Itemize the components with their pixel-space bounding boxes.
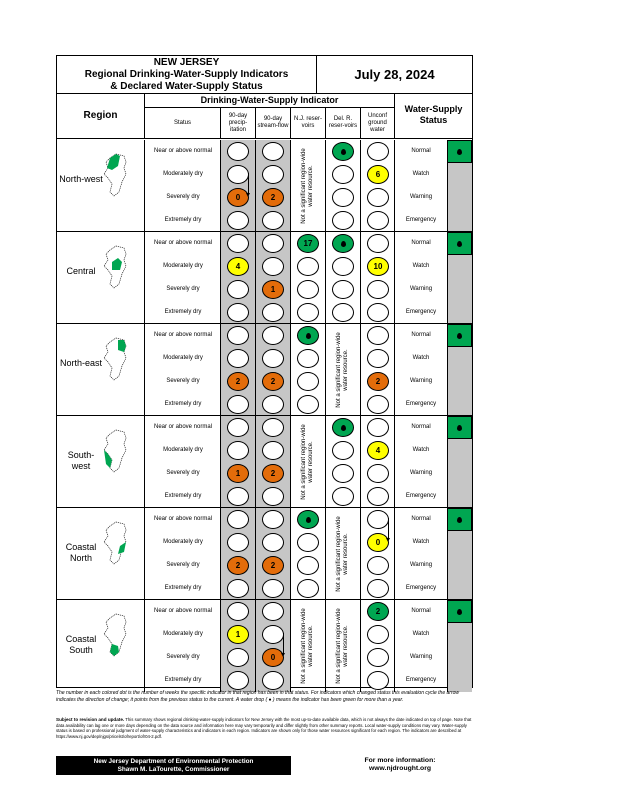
- water-supply-header: Water-Supply Status: [395, 94, 472, 139]
- region-map-icon: [102, 428, 132, 476]
- indicator-weeks: 0: [262, 648, 284, 667]
- indicator-dot: [297, 349, 319, 368]
- region-header: Region: [57, 94, 145, 139]
- water-drop-icon: [341, 425, 346, 431]
- status-label: Severely dry: [166, 654, 200, 660]
- indicator-dot: [332, 188, 354, 207]
- water-supply-status-marker: [447, 600, 472, 623]
- indicator-dot: [367, 326, 389, 345]
- indicator-dot: [297, 556, 319, 575]
- reservoirs-header: N.J. reser-voirs: [291, 108, 326, 139]
- water-drop-icon: [457, 425, 462, 431]
- precip-column: [221, 232, 256, 323]
- status-label: Extremely dry: [164, 677, 202, 683]
- reservoirs-column: [291, 140, 326, 231]
- indicator-dot: [227, 441, 249, 460]
- indicator-dot: [227, 234, 249, 253]
- indicator-dot: [227, 533, 249, 552]
- water-supply-level: Normal: [411, 332, 431, 338]
- precip-column: [221, 140, 256, 231]
- groundwater-column: [361, 232, 395, 323]
- more-info: [350, 757, 450, 773]
- water-supply-level: Emergency: [405, 217, 437, 223]
- indicator-dot: [297, 303, 319, 322]
- status-label: Near or above normal: [153, 608, 213, 614]
- indicator-dot: [227, 395, 249, 414]
- precip-column: [221, 324, 256, 415]
- indicator-dot: [367, 188, 389, 207]
- water-supply-level: Warning: [409, 286, 433, 292]
- indicator-dot: [332, 165, 354, 184]
- indicator-dot: [367, 671, 389, 690]
- indicator-dot: [332, 211, 354, 230]
- change-arrow-icon: [283, 633, 284, 654]
- region-name: Coastal South: [65, 634, 97, 655]
- more-info-link[interactable]: www.njdrought.org: [368, 765, 432, 772]
- water-drop-icon: [457, 609, 462, 615]
- indicator-weeks: 2: [367, 372, 389, 391]
- streamflow-column: [256, 600, 291, 692]
- indicator-table: [56, 55, 473, 688]
- indicator-dot: [367, 510, 389, 529]
- reservoirs-column: [291, 324, 326, 415]
- indicator-dot: [262, 602, 284, 621]
- precip-column: [221, 508, 256, 599]
- status-column: [145, 416, 221, 507]
- indicator-weeks: 2: [262, 188, 284, 207]
- report-title: [57, 56, 317, 94]
- indicator-dot: [262, 510, 284, 529]
- indicator-dot: [262, 211, 284, 230]
- groundwater-column: [361, 508, 395, 599]
- indicator-dot: [227, 671, 249, 690]
- indicator-dot: [332, 418, 354, 437]
- precip-column: [221, 416, 256, 507]
- indicator-dot: [227, 165, 249, 184]
- water-supply-column: [395, 324, 472, 415]
- streamflow-column: [256, 324, 291, 415]
- indicator-dot: [262, 579, 284, 598]
- water-supply-level: Watch: [412, 355, 430, 361]
- water-supply-status-marker: [447, 416, 472, 439]
- reservoirs-column: [291, 508, 326, 599]
- indicator-dot: [367, 395, 389, 414]
- status-column: [145, 508, 221, 599]
- indicator-dot: [227, 418, 249, 437]
- indicator-dot: [367, 487, 389, 506]
- water-drop-icon: [457, 241, 462, 247]
- agency-name: New Jersey Department of Environmental Protection: [93, 758, 254, 765]
- report-date: July 28, 2024: [317, 56, 472, 94]
- indicator-dot: [297, 280, 319, 299]
- region-map-icon: [102, 152, 132, 200]
- water-supply-level: Normal: [411, 240, 431, 246]
- groundwater-column: [361, 416, 395, 507]
- indicator-dot: [367, 280, 389, 299]
- indicator-weeks: 17: [297, 234, 319, 253]
- status-label: Near or above normal: [153, 148, 213, 154]
- water-supply-level: Watch: [412, 539, 430, 545]
- change-arrow-icon: [388, 518, 389, 539]
- indicator-weeks: 2: [227, 556, 249, 575]
- indicator-dot: [227, 602, 249, 621]
- indicator-dot: [297, 579, 319, 598]
- indicator-weeks: 6: [367, 165, 389, 184]
- del_reservoirs-column: [326, 232, 361, 323]
- indicator-weeks: 1: [262, 280, 284, 299]
- title-state: NEW JERSEY: [153, 57, 220, 68]
- water-drop-icon: [341, 241, 346, 247]
- region-cell: [57, 600, 145, 692]
- indicator-dot: [297, 372, 319, 391]
- change-arrow-icon: [248, 173, 249, 194]
- water-supply-column: [395, 508, 472, 599]
- not-significant-note: Not a significant region-wide water resource.: [301, 608, 314, 684]
- indicator-dot: [367, 349, 389, 368]
- status-label: Moderately dry: [163, 355, 203, 361]
- status-column: [145, 600, 221, 692]
- status-column: [145, 140, 221, 231]
- indicator-dot: [227, 349, 249, 368]
- indicator-dot: [367, 418, 389, 437]
- region-map-icon: [102, 244, 132, 292]
- groundwater-header: Unconf ground water: [361, 108, 395, 139]
- region-cell: [57, 232, 145, 323]
- indicator-dot: [367, 211, 389, 230]
- streamflow-column: [256, 232, 291, 323]
- water-supply-level: Emergency: [405, 493, 437, 499]
- indicator-dot: [262, 142, 284, 161]
- indicator-dot: [262, 533, 284, 552]
- indicator-dot: [297, 510, 319, 529]
- disclaimer-bold: Subject to revision and update.: [56, 717, 125, 722]
- indicator-dot: [332, 234, 354, 253]
- water-drop-icon: [341, 149, 346, 155]
- water-supply-level: Watch: [412, 631, 430, 637]
- status-header: Status: [145, 108, 221, 139]
- region-name: Coastal North: [65, 542, 97, 563]
- indicator-dot: [262, 395, 284, 414]
- indicator-weeks: 2: [262, 372, 284, 391]
- indicator-dot: [297, 395, 319, 414]
- water-supply-column: [395, 600, 472, 692]
- water-supply-level: Emergency: [405, 401, 437, 407]
- indicator-dot: [227, 280, 249, 299]
- indicator-dot: [297, 257, 319, 276]
- del_reservoirs-column: [326, 600, 361, 692]
- indicator-dot: [262, 625, 284, 644]
- status-column: [145, 324, 221, 415]
- indicator-dot: [367, 464, 389, 483]
- indicator-dot: [262, 326, 284, 345]
- groundwater-column: [361, 140, 395, 231]
- indicator-dot: [332, 257, 354, 276]
- water-supply-column: [395, 416, 472, 507]
- indicator-dot: [332, 441, 354, 460]
- status-label: Severely dry: [166, 470, 200, 476]
- indicator-dot: [367, 625, 389, 644]
- del_reservoirs-column: [326, 324, 361, 415]
- status-label: Extremely dry: [164, 585, 202, 591]
- indicator-dot: [332, 487, 354, 506]
- more-info-label: For more information:: [364, 757, 436, 764]
- status-label: Near or above normal: [153, 424, 213, 430]
- water-supply-level: Watch: [412, 171, 430, 177]
- indicator-dot: [262, 257, 284, 276]
- groundwater-column: [361, 600, 395, 692]
- region-name: North-east: [59, 358, 103, 368]
- del-reservoirs-header: Del. R. reser-voirs: [326, 108, 361, 139]
- region-name: Central: [66, 266, 96, 276]
- water-drop-icon: [306, 333, 311, 339]
- water-supply-status-marker: [447, 232, 472, 255]
- water-drop-icon: [457, 333, 462, 339]
- region-cell: [57, 324, 145, 415]
- water-supply-status-marker: [447, 140, 472, 163]
- not-significant-note: Not a significant region-wide water resource.: [336, 515, 349, 592]
- indicator-dot: [262, 234, 284, 253]
- water-supply-level: Normal: [411, 608, 431, 614]
- status-label: Moderately dry: [163, 631, 203, 637]
- status-label: Near or above normal: [153, 516, 213, 522]
- status-label: Extremely dry: [164, 217, 202, 223]
- indicator-dot: [227, 303, 249, 322]
- del_reservoirs-column: [326, 140, 361, 231]
- indicator-dot: [367, 142, 389, 161]
- status-label: Moderately dry: [163, 263, 203, 269]
- status-label: Near or above normal: [153, 332, 213, 338]
- indicator-dot: [262, 303, 284, 322]
- status-label: Extremely dry: [164, 493, 202, 499]
- title-line-2: Regional Drinking-Water-Supply Indicators: [84, 69, 289, 80]
- region-map-icon: [102, 336, 132, 384]
- indicator-dot: [227, 510, 249, 529]
- water-supply-status-marker: [447, 508, 472, 531]
- indicator-weeks: 1: [227, 625, 249, 644]
- status-label: Severely dry: [166, 562, 200, 568]
- indicator-weeks: 2: [227, 372, 249, 391]
- indicator-dot: [262, 349, 284, 368]
- title-line-3: & Declared Water-Supply Status: [110, 81, 263, 92]
- water-supply-level: Warning: [409, 562, 433, 568]
- region-row: [57, 232, 472, 324]
- indicator-weeks: 1: [227, 464, 249, 483]
- water-supply-status-marker: [447, 324, 472, 347]
- indicator-dot: [262, 165, 284, 184]
- disclaimer: [56, 717, 476, 739]
- precip-header: 90-day precip-itation: [221, 108, 256, 139]
- region-name: North-west: [59, 174, 103, 184]
- status-label: Moderately dry: [163, 539, 203, 545]
- streamflow-column: [256, 140, 291, 231]
- indicator-weeks: 10: [367, 257, 389, 276]
- not-significant-note: Not a significant region-wide water resource.: [301, 423, 314, 500]
- region-map-icon: [102, 520, 132, 568]
- indicator-dot: [262, 441, 284, 460]
- region-row: [57, 416, 472, 508]
- region-cell: [57, 140, 145, 231]
- status-label: Severely dry: [166, 286, 200, 292]
- streamflow-column: [256, 508, 291, 599]
- indicator-weeks: 4: [367, 441, 389, 460]
- indicator-dot: [367, 234, 389, 253]
- reservoirs-column: [291, 416, 326, 507]
- status-column: [145, 232, 221, 323]
- region-row: [57, 324, 472, 416]
- indicator-dot: [367, 556, 389, 575]
- status-label: Moderately dry: [163, 171, 203, 177]
- streamflow-header: 90-day stream-flow: [256, 108, 291, 139]
- water-supply-level: Normal: [411, 516, 431, 522]
- status-label: Severely dry: [166, 194, 200, 200]
- streamflow-column: [256, 416, 291, 507]
- indicator-dot: [227, 326, 249, 345]
- indicator-weeks: 2: [367, 602, 389, 621]
- disclaimer-text: This summary shows regional drinking-water-supply indicators for New Jersey with the most up-to-date available data, which is not always the date indicated on top of page. Note that data availability can lag one or more days depending on the data source and information here may vary temporarily and differ slightly from other summary reports. Local water-supply conditions may vary. Water-supply status is based on professional judgment of water-supply characteristics and indicators in each region. Indicators are shown only for those water resources significant for each region. The indicators are described at https://www.nj.gov/dep/njgs/pricelst/ofreport/ofr04-2.pdf.: [56, 717, 472, 739]
- indicator-dot: [297, 533, 319, 552]
- water-supply-level: Normal: [411, 424, 431, 430]
- indicator-dot: [367, 579, 389, 598]
- water-supply-level: Emergency: [405, 677, 437, 683]
- water-drop-icon: [457, 149, 462, 155]
- water-supply-level: Emergency: [405, 585, 437, 591]
- indicator-dot: [227, 579, 249, 598]
- agency-banner: [56, 756, 291, 775]
- dwi-header: Drinking-Water-Supply Indicator: [145, 94, 395, 108]
- water-supply-level: Warning: [409, 654, 433, 660]
- indicator-weeks: 0: [227, 188, 249, 207]
- indicator-dot: [227, 142, 249, 161]
- indicator-dot: [227, 211, 249, 230]
- water-supply-level: Warning: [409, 470, 433, 476]
- groundwater-column: [361, 324, 395, 415]
- region-row: [57, 600, 472, 692]
- indicator-weeks: 4: [227, 257, 249, 276]
- water-supply-level: Normal: [411, 148, 431, 154]
- indicator-weeks: 2: [262, 556, 284, 575]
- water-supply-level: Emergency: [405, 309, 437, 315]
- indicator-dot: [262, 671, 284, 690]
- agency-commissioner: Shawn M. LaTourette, Commissioner: [117, 766, 230, 773]
- water-supply-level: Warning: [409, 378, 433, 384]
- water-supply-level: Watch: [412, 263, 430, 269]
- water-supply-level: Warning: [409, 194, 433, 200]
- indicator-weeks: 2: [262, 464, 284, 483]
- del_reservoirs-column: [326, 416, 361, 507]
- indicator-dot: [332, 303, 354, 322]
- indicator-dot: [227, 487, 249, 506]
- status-label: Near or above normal: [153, 240, 213, 246]
- indicator-dot: [332, 280, 354, 299]
- not-significant-note: Not a significant region-wide water resource.: [301, 147, 314, 224]
- indicator-dot: [332, 142, 354, 161]
- status-label: Moderately dry: [163, 447, 203, 453]
- water-supply-level: Watch: [412, 447, 430, 453]
- indicator-dot: [367, 648, 389, 667]
- footnote: The number in each colored dot is the number of weeks the specific indicator in that region has been in that status. For indicators which changed status this evaluation cycle the arrow indicates the direction of change; it points from the previous status to the current. A water drop ( ● ) means the indicator has been green for more than a year.: [56, 690, 459, 703]
- region-name: South-west: [67, 450, 95, 471]
- indicator-dot: [227, 648, 249, 667]
- reservoirs-column: [291, 600, 326, 692]
- indicator-dot: [367, 303, 389, 322]
- water-drop-icon: [457, 517, 462, 523]
- region-row: [57, 508, 472, 600]
- del_reservoirs-column: [326, 508, 361, 599]
- water-drop-icon: [306, 517, 311, 523]
- indicator-dot: [332, 464, 354, 483]
- status-label: Extremely dry: [164, 309, 202, 315]
- region-map-icon: [102, 612, 132, 660]
- indicator-dot: [297, 326, 319, 345]
- reservoirs-column: [291, 232, 326, 323]
- water-supply-column: [395, 140, 472, 231]
- water-supply-column: [395, 232, 472, 323]
- indicator-dot: [262, 487, 284, 506]
- indicator-dot: [262, 418, 284, 437]
- region-cell: [57, 508, 145, 599]
- status-label: Severely dry: [166, 378, 200, 384]
- status-label: Extremely dry: [164, 401, 202, 407]
- indicator-weeks: 0: [367, 533, 389, 552]
- not-significant-note: Not a significant region-wide water resource.: [336, 331, 349, 408]
- region-row: [57, 140, 472, 232]
- region-cell: [57, 416, 145, 507]
- not-significant-note: Not a significant region-wide water resource.: [336, 608, 349, 684]
- precip-column: [221, 600, 256, 692]
